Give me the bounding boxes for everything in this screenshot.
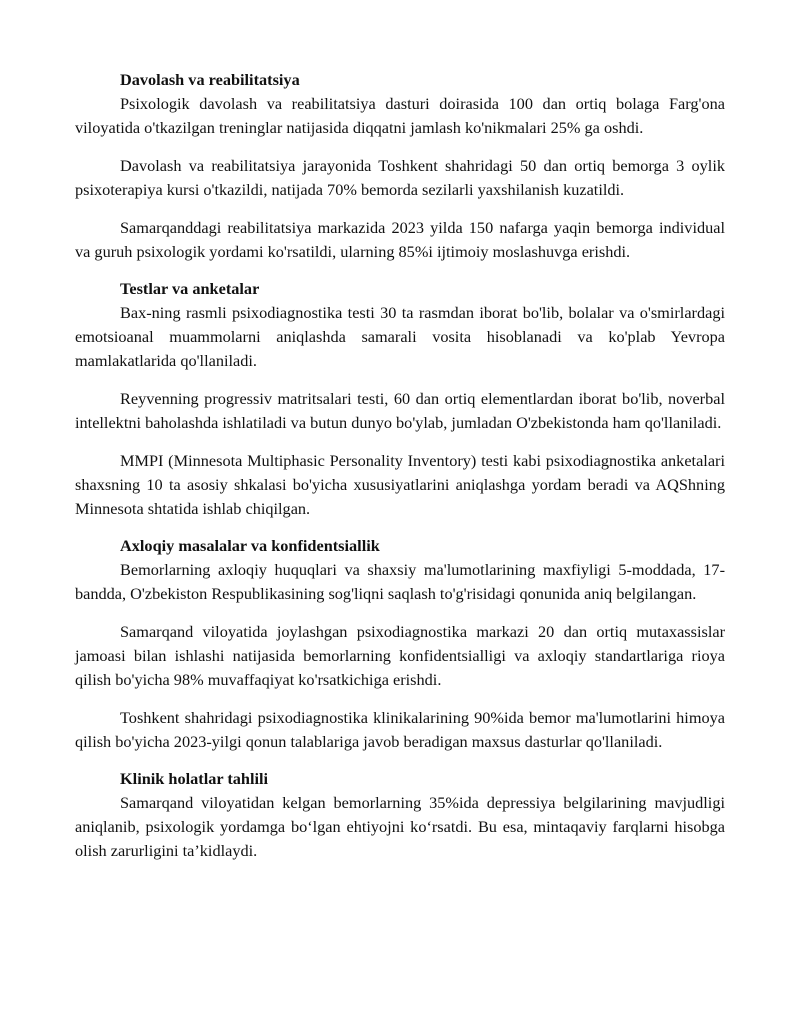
paragraph: MMPI (Minnesota Multiphasic Personality Inventory) testi kabi psixodiagnostika anketalari shaxsning 10 ta asosiy shkalasi bo'yicha xususiyatlarini aniqlashga yordam beradi va AQShning Minnesota shtatida ishlab chiqilgan. <box>75 451 725 518</box>
section-davolash <box>75 68 725 264</box>
section-heading: Klinik holatlar tahlili <box>120 769 269 788</box>
paragraph: Bax-ning rasmli psixodiagnostika testi 30 ta rasmdan iborat bo'lib, bolalar va o'smirlardagi emotsioanal muammolarni aniqlashda samarali vosita hisoblanadi va ko'plab Yevropa mamlakatlarida qo'llaniladi. <box>75 303 725 370</box>
paragraph: Reyvenning progressiv matritsalari testi, 60 dan ortiq elementlardan iborat bo'lib, noverbal intellektni baholashda ishlatiladi va butun dunyo bo'ylab, jumladan O'zbekistonda ham qo'llaniladi. <box>75 389 725 432</box>
paragraph: Samarqanddagi reabilitatsiya markazida 2023 yilda 150 nafarga yaqin bemorga individual va guruh psixologik yordami ko'rsatildi, ularning 85%i ijtimoiy moslashuvga erishdi. <box>75 218 725 261</box>
paragraph: Psixologik davolash va reabilitatsiya dasturi doirasida 100 dan ortiq bolaga Farg'ona viloyatida o'tkazilgan treninglar natijasida diqqatni jamlash ko'nikmalari 25% ga oshdi. <box>75 94 725 137</box>
section-heading: Testlar va anketalar <box>120 279 260 298</box>
section-klinik <box>75 767 725 863</box>
paragraph: Samarqand viloyatidan kelgan bemorlarning 35%ida depressiya belgilarining mavjudligi aniqlanib, psixologik yordamga bo‘lgan ehtiyojni ko‘rsatdi. Bu esa, mintaqaviy farqlarni hisobga olish zarurligini ta’kidlaydi. <box>75 793 725 860</box>
section-testlar <box>75 277 725 521</box>
section-heading: Davolash va reabilitatsiya <box>120 70 300 89</box>
section-heading: Axloqiy masalalar va konfidentsiallik <box>120 536 380 555</box>
paragraph: Bemorlarning axloqiy huquqlari va shaxsiy ma'lumotlarining maxfiyligi 5-moddada, 17-bandda, O'zbekiston Respublikasining sog'liqni saqlash to'g'risidagi qonunida aniq belgilangan. <box>75 560 725 603</box>
document-page <box>75 68 725 876</box>
paragraph: Davolash va reabilitatsiya jarayonida Toshkent shahridagi 50 dan ortiq bemorga 3 oylik psixoterapiya kursi o'tkazildi, natijada 70% bemorda sezilarli yaxshilanish kuzatildi. <box>75 156 725 199</box>
paragraph: Samarqand viloyatida joylashgan psixodiagnostika markazi 20 dan ortiq mutaxassislar jamoasi bilan ishlashi natijasida bemorlarning konfidentsialligi va axloqiy standartlariga rioya qilish bo'yicha 98% muvaffaqiyat ko'rsatkichiga erishdi. <box>75 622 725 689</box>
paragraph: Toshkent shahridagi psixodiagnostika klinikalarining 90%ida bemor ma'lumotlarini himoya qilish bo'yicha 2023-yilgi qonun talablariga javob beradigan maxsus dasturlar qo'llaniladi. <box>75 708 725 751</box>
section-axloqiy <box>75 534 725 754</box>
